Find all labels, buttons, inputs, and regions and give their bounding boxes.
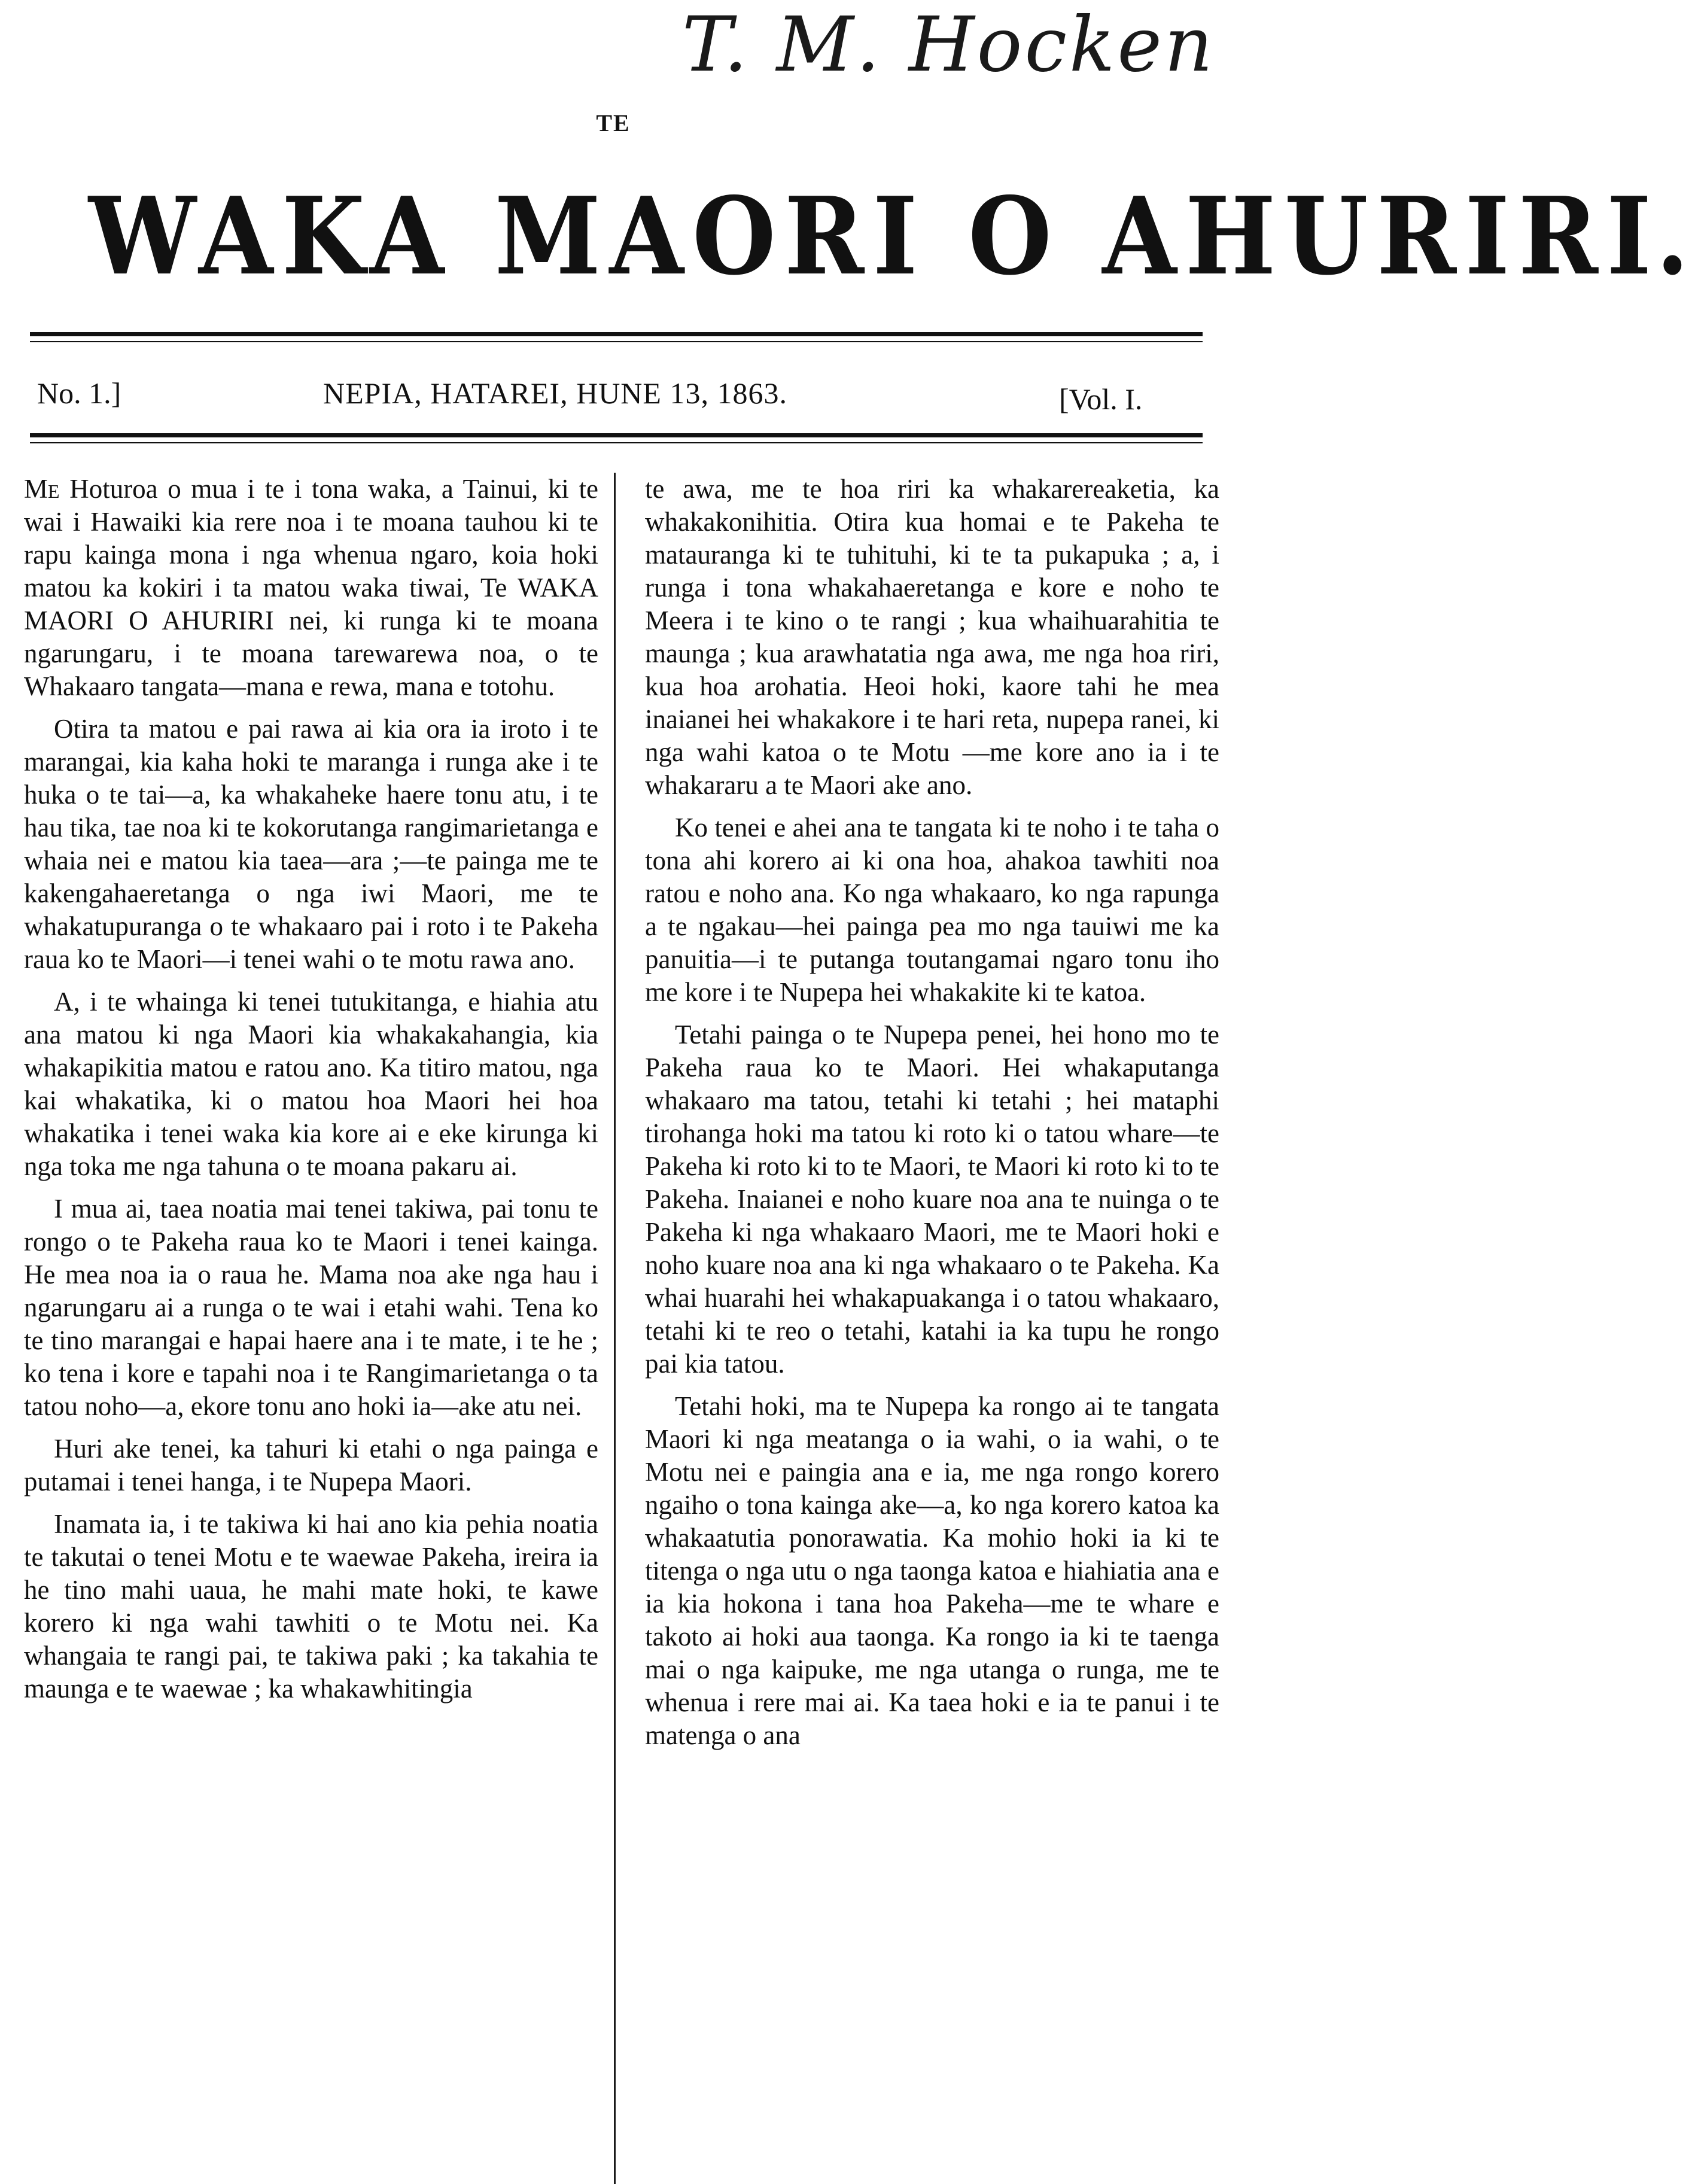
masthead-prefix: TE xyxy=(596,109,631,136)
paragraph: te awa, me te hoa riri ka whakarereaketia, ka whakakonihitia. Otira kua homai e te Pakeha te matauranga ki te tuhituhi, ki te ta pukapuka ; a, i runga i tona whakahaeretanga e kore e noho te Meera i te kino o te rangi ; kua whaihuarahitia te maunga ; kua arawhatatia nga awa, me nga hoa riri, kua hoa arohatia. Heoi hoki, kaore tahi he mea inaianei hei whakakore i te hari reta, nupepa ranei, ki nga wahi katoa o te Motu —me kore ano ia i te whakararu a te Maori ake ano. xyxy=(645,474,1219,800)
masthead-title-text: WAKA MAORI O AHURIRI xyxy=(89,174,1660,299)
issue-dateline: NEPIA, HATAREI, HUNE 13, 1863. xyxy=(323,376,787,410)
article-column-right xyxy=(645,473,1219,2178)
paragraph-text: Hoturoa o mua i te i tona waka, a Tainui, ki te wai i Hawaiki kia rere noa i te moana tauhou ki te rapu kainga mona i nga whenua ngaro, koia hoki matou ka kokiri i ta matou waka tiwai, Te WAKA MAORI O AHURIRI nei, ki runga ki te moana ngarungaru, i te moana tarewarewa noa, o te Whakaaro tangata—mana e rewa, mana e totohu. xyxy=(24,474,598,701)
paragraph: Otira ta matou e pai rawa ai kia ora ia iroto i te marangai, kia kaha hoki te maranga i runga ake i te huka o te tai—a, ka whakaheke haere tonu atu, i te hau tika, tae noa ki te kokorutanga rangimarietanga e whaia nei e matou kia taea—ara ;—te painga me te kakengahaeretanga o nga iwi Maori, me te whakatupuranga o te whakaaro pai i roto i te Pakeha raua ko te Maori—i tenei wahi o te motu rawa ano. xyxy=(24,714,598,974)
paragraph: I mua ai, taea noatia mai tenei takiwa, pai tonu te rongo o te Pakeha raua ko te Maori i tenei kainga. He mea noa ia o raua he. Mama noa ake nga hau i ngarungaru ai a runga o te wai i etahi wahi. Tena ko te tino marangai e hapai haere ana i te mate, i te he ; ko tena i kore e tapahi noa i te Rangimarietanga o ta tatou noho—a, ekore tonu ano hoki ia—ake atu nei. xyxy=(24,1194,598,1421)
paragraph: Tetahi painga o te Nupepa penei, hei hono mo te Pakeha raua ko te Maori. Hei whakaputanga whakaaro ma tatou, tetahi ki tetahi ; hei mataphi tirohanga hoki ma tatou ki roto ki o tatou whare—te Pakeha ki roto ki to te Maori, te Maori ki roto ki to te Pakeha. Inaianei e noho kuare noa ana te nuinga o te Pakeha ki nga whakaaro Maori, me te Maori hoki e noho kuare noa ana ki nga whakaaro o te Pakeha. Ka whai huarahi hei whakapuakanga i o tatou whakaaro, tetahi ki te reo o tetahi, katahi ia ka tupu he rongo pai kia tatou. xyxy=(645,1020,1219,1379)
header-rule-top-thin xyxy=(30,341,1203,342)
masthead-title xyxy=(89,174,1698,299)
paragraph xyxy=(24,473,598,703)
issue-number: No. 1.] xyxy=(37,376,121,410)
handwritten-signature: T. M. Hocken xyxy=(682,1,1216,89)
issue-volume: [Vol. I. xyxy=(1059,382,1143,416)
header-rule-top xyxy=(30,332,1203,336)
article-column-left xyxy=(24,473,598,2178)
masthead-title-dot: . xyxy=(1656,174,1698,299)
paragraph: Ko tenei e ahei ana te tangata ki te noho i te taha o tona ahi korero ai ki ona hoa, ahakoa tawhiti noa ratou e noho ana. Ko nga whakaaro, ko nga rapunga a te ngakau—hei painga pea mo nga tauiwi me ka panuitia—i te putanga toutangamai ngaro tonu iho me kore i te Nupepa hei whakakite ki te katoa. xyxy=(645,813,1219,1007)
header-rule-bottom xyxy=(30,433,1203,437)
header-rule-bottom-thin xyxy=(30,442,1203,443)
paragraph: A, i te whainga ki tenei tutukitanga, e hiahia atu ana matou ki nga Maori kia whakakahangia, kia whakapikitia matou e ratou ano. Ka titiro matou, nga kai whakatika, ki o matou hoa Maori hei hoa whakatika i tenei waka kia kore ai e eke kirunga ki nga toka me nga tahuna o te moana pakaru ai. xyxy=(24,987,598,1181)
paragraph: Huri ake tenei, ka tahuri ki etahi o nga painga e putamai i tenei hanga, i te Nupepa Maori. xyxy=(24,1434,598,1496)
paragraph: Tetahi hoki, ma te Nupepa ka rongo ai te tangata Maori ki nga meatanga o ia wahi, o ia wahi, o te Motu nei e paingia ana e ia, me nga rongo korero ngaiho o tona kainga ake—a, ko nga korero katoa ka whakaatutia ponorawatia. Ka mohio hoki ia ki te titenga o nga utu o nga taonga katoa e hiahiatia ana e ia kia hokona i tana hoa Pakeha—me te whare e takoto ai hoki aua taonga. Ka rongo ia ki te taenga mai o nga kaipuke, me nga utanga o runga, me te whenua i rere mai ai. Ka taea hoki e ia te panui i te matenga o ana xyxy=(645,1391,1219,1750)
lead-word: Me xyxy=(24,474,60,504)
paragraph: Inamata ia, i te takiwa ki hai ano kia pehia noatia te takutai o tenei Motu e te waewae Pakeha, ireira ia he tino mahi uaua, he mahi mate hoki, te kawe korero ki nga wahi tawhiti o te Motu nei. Ka whangaia te rangi pai, te takiwa paki ; ka takahia te maunga e te waewae ; ka whakawhitingia xyxy=(24,1509,598,1704)
column-divider xyxy=(614,473,616,2184)
